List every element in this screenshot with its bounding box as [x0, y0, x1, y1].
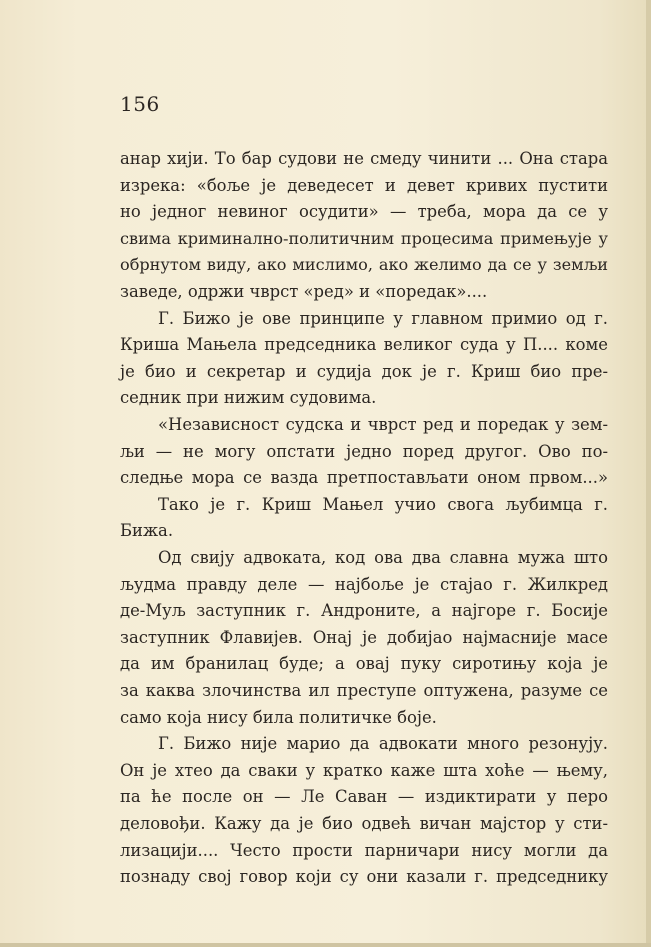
page-edge-bottom — [0, 943, 651, 947]
text-line: «Независност судска и чврст ред и поредак у зем- — [158, 415, 608, 434]
text-line: обрнутом виду, ако мислимо, ако желимо да се у земљи — [120, 255, 608, 275]
text-line: па ће после он — Ле Саван — издиктирати у перо — [120, 787, 608, 807]
text-line: људма правду деле — најбоље је стајао г. Жилкред — [120, 574, 608, 594]
page-number: 156 — [120, 92, 160, 116]
text-line: Тако је г. Криш Мањел учио свога љубимца г. — [158, 494, 608, 514]
page-edge-right — [646, 0, 651, 947]
text-line: за каква злочинства ил преступе оптужена, разуме се — [120, 681, 608, 700]
text-line: лизацији.... Често прости парничари нису могли да — [120, 840, 608, 860]
text-line: Од свију адвоката, код ова два славна мужа што — [158, 548, 608, 567]
text-line: Он је хтео да сваки у кратко каже шта хоће — њему, — [120, 760, 608, 780]
text-line: Бижа. — [120, 521, 174, 541]
text-line: само која нису била политичке боје. — [120, 707, 437, 727]
text-line: седник при нижим судовима. — [120, 388, 377, 408]
text-line: Г. Бижо је ове принципе у главном примио од г. — [158, 308, 608, 328]
text-line: изрека: «боље је деведесет и девет кривих пустити — [120, 175, 608, 195]
text-line: је био и секретар и судија док је г. Криш био пре- — [120, 361, 608, 381]
text-line: анар хији. То бар судови не смеду чинити ... Она стара — [120, 149, 608, 168]
text-line: де-Муљ заступник г. Андроните, а најгоре г. Босије — [120, 601, 608, 621]
text-line: да им бранилац буде; а овај пуку сиротињу која је — [120, 654, 608, 674]
text-line: следње мора се вазда претпостављати оном првом...» — [120, 468, 608, 488]
text-line: Криша Мањела председника великог суда у П.... коме — [120, 335, 608, 355]
text-line: но једног невиног осудити» — треба, мора да се у — [120, 202, 608, 222]
text-line: Г. Бижо није марио да адвокати много резонују. — [158, 734, 608, 754]
text-line: заступник Флавијев. Онај је добијао најмасније масе — [120, 627, 608, 647]
text-line: деловођи. Кажу да је био одвећ вичан мајстор у сти- — [120, 814, 608, 833]
text-line: познаду свој говор који су они казали г. председнику — [120, 867, 608, 887]
text-line: заведе, одржи чврст «ред» и «поредак».... — [120, 282, 488, 301]
text-line: љи — не могу опстати једно поред другог. Ово по- — [120, 441, 608, 461]
text-line: свима криминално-политичним процесима примењује у — [120, 228, 608, 248]
